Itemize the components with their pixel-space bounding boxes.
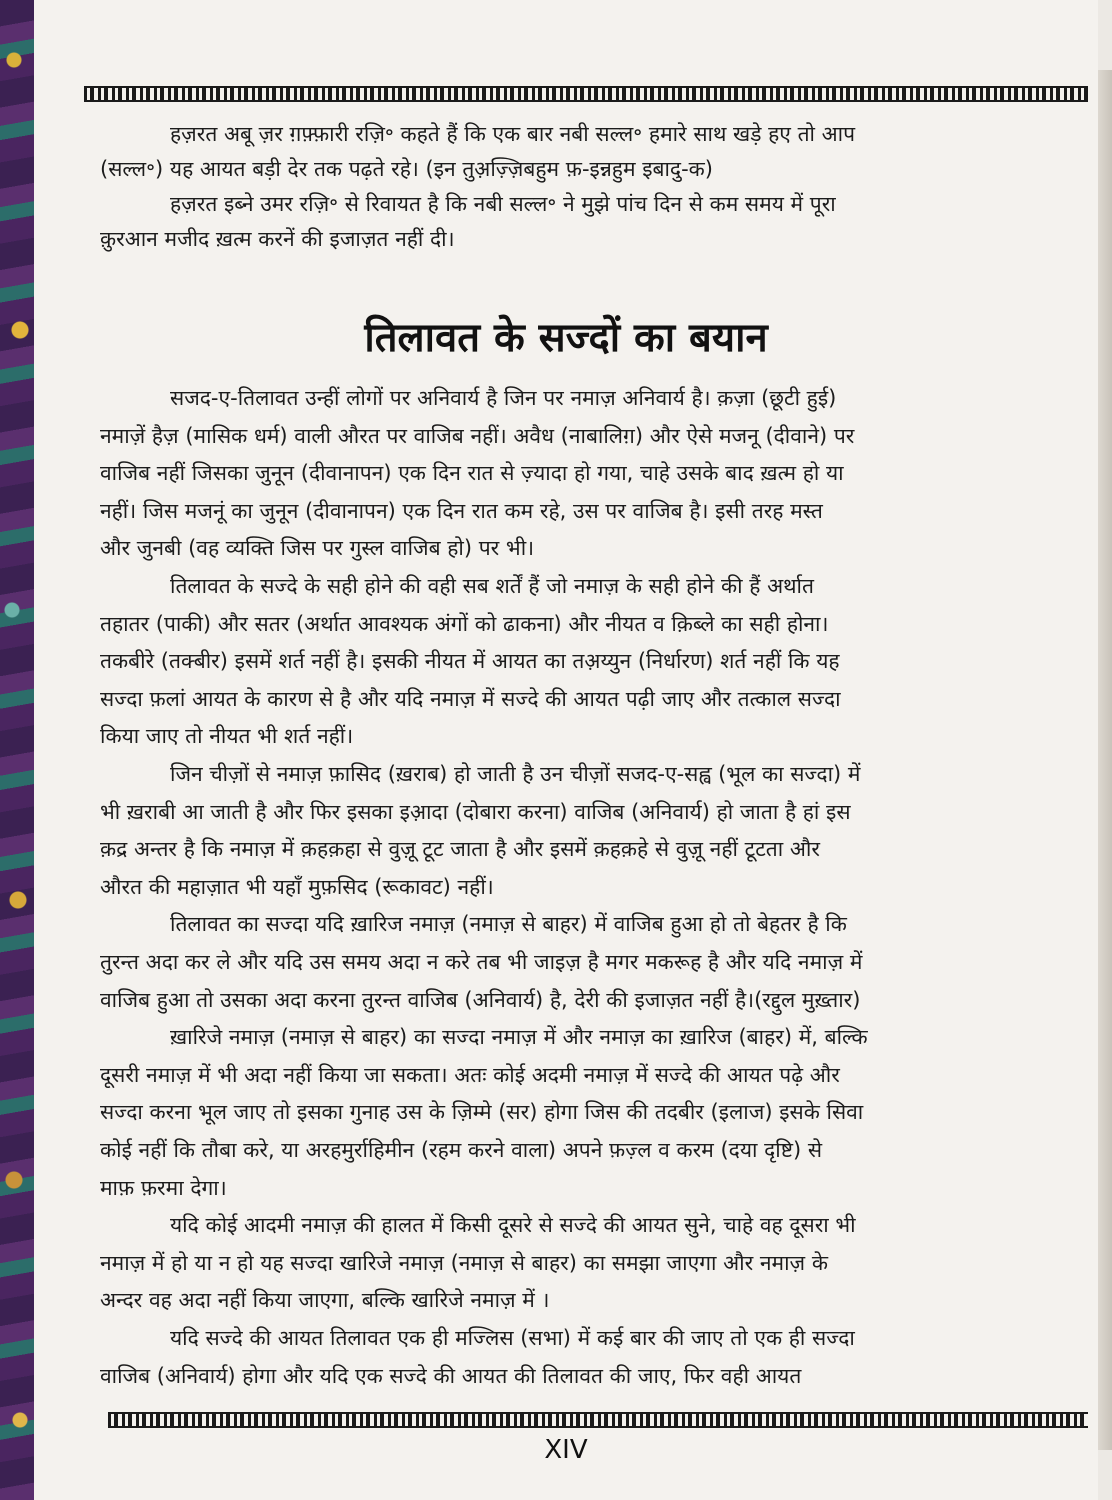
text-line: किया जाए तो नीयत भी शर्त नहीं।	[100, 724, 354, 749]
text-line: (सल्ल॰) यह आयत बड़ी देर तक पढ़ते रहे। (इन तुअ़ज़्ज़िबहुम फ़-इन्नहुम इबादु-क)	[100, 157, 713, 181]
text-line: तकबीरे (तक्बीर) इसमें शर्त नहीं है। इसकी नीयत में आयत का तअ़य्युन (निर्धारण) शर्त नहीं कि यह	[100, 649, 840, 674]
page-stack-edge	[1098, 70, 1112, 1450]
text-line: वाजिब नहीं जिसका जुनून (दीवानापन) एक दिन रात से ज़्यादा हो गया, चाहे उसके बाद ख़त्म हो या	[100, 461, 844, 486]
text-line: और जुनबी (वह व्यक्ति जिस पर गुस्ल वाजिब हो) पर भी।	[100, 536, 535, 561]
book-spine-ornament	[0, 0, 37, 1500]
text-line: नमाज़ में हो या न हो यह सज्दा खारिजे नमाज़ (नमाज़ से बाहर) का समझा जाएगा और नमाज़ के	[100, 1250, 828, 1275]
intro-text-block	[100, 118, 1068, 268]
text-line: यदि सज्दे की आयत तिलावत एक ही मज्लिस (सभा) में कई बार की जाए तो एक ही सज्दा	[170, 1326, 855, 1350]
text-line: सजद-ए-तिलावत उन्हीं लोगों पर अनिवार्य है जिन पर नमाज़ अनिवार्य है। क़ज़ा (छूटी हुई)	[170, 386, 837, 410]
text-line: कोई नहीं कि तौबा करे, या अरहमुर्राहिमीन (रहम करने वाला) अपने फ़ज़्ल व करम (दया दृष्टि) से	[100, 1138, 823, 1162]
text-line: यदि कोई आदमी नमाज़ की हालत में किसी दूसरे से सज्दे की आयत सुने, चाहे वह दूसरा भी	[170, 1213, 856, 1238]
ornamental-border-top	[84, 86, 1088, 102]
text-line: सज्दा फ़लां आयत के कारण से है और यदि नमाज़ में सज्दे की आयत पढ़ी जाए और तत्काल सज्दा	[100, 686, 841, 711]
section-heading: तिलावत के सज्दों का बयान	[364, 315, 768, 361]
text-line: माफ़ फ़रमा देगा।	[100, 1175, 227, 1200]
text-line: तहातर (पाकी) और सतर (अर्थात आवश्यक अंगों को ढाकना) और नीयत व क़िब्ले का सही होना।	[100, 611, 829, 636]
text-line: भी ख़राबी आ जाती है और फिर इसका इआ़दा (दोबारा करना) वाजिब (अनिवार्य) हो जाता है हां इस	[100, 799, 851, 824]
text-line: नहीं। जिस मजनूं का जुनून (दीवानापन) एक दिन रात कम रहे, उस पर वाजिब है। इसी तरह मस्त	[100, 498, 823, 523]
page-number: XIV	[544, 1435, 588, 1465]
main-text-block	[100, 382, 1068, 1406]
text-line: नमाज़ें हैज़ (मासिक धर्म) वाली औरत पर वाजिब नहीं। अवैध (नाबालिग़) और ऐसे मजनू (दीवाने) पर	[100, 423, 855, 448]
text-line: जिन चीज़ों से नमाज़ फ़ासिद (ख़राब) हो जाती है उन चीज़ों सजद-ए-सह्व (भूल का सज्दा) में	[170, 762, 861, 786]
text-line: ख़ारिजे नमाज़ (नमाज़ से बाहर) का सज्दा नमाज़ में और नमाज़ का ख़ारिज (बाहर) में, बल्कि	[170, 1025, 868, 1050]
text-line: क़द्र अन्तर है कि नमाज़ में क़हक़हा से वुज़ू टूट जाता है और इसमें क़हक़हे से वुज़ू नहीं टूटता और	[100, 837, 820, 862]
text-line: अन्दर वह अदा नहीं किया जाएगा, बल्कि खारिजे नमाज़ में ।	[100, 1288, 550, 1313]
text-line: तिलावत के सज्दे के सही होने की वही सब शर्तें हैं जो नमाज़ के सही होने की हैं अर्थात	[170, 574, 814, 598]
text-line: औरत की महाज़ात भी यहाँ मुफ़सिद (रूकावट) नहीं।	[100, 874, 494, 899]
ornamental-border-bottom	[108, 1412, 1088, 1428]
text-line: तुरन्त अदा कर ले और यदि उस समय अदा न करे तब भी जाइज़ है मगर मकरूह है और यदि नमाज़ में	[100, 950, 863, 974]
text-line: क़ुरआन मजीद ख़त्म करनें की इजाज़त नहीं दी।	[100, 227, 455, 251]
text-line: तिलावत का सज्दा यदि ख़ारिज नमाज़ (नमाज़ से बाहर) में वाजिब हुआ हो तो बेहतर है कि	[170, 912, 847, 937]
text-line: सज्दा करना भूल जाए तो इसका गुनाह उस के ज़िम्मे (सर) होगा जिस की तदबीर (इलाज) इसके सिवा	[100, 1100, 864, 1125]
text-line: वाजिब हुआ तो उसका अदा करना तुरन्त वाजिब (अनिवार्य) है, देरी की इजाज़त नहीं है।(रद्दुल मुख़्तार)	[100, 987, 861, 1012]
text-line: हज़रत अबू ज़र ग़फ़्फ़ारी रज़ि॰ कहते हैं कि एक बार नबी सल्ल॰ हमारे साथ खड़े हए तो आप	[170, 122, 856, 146]
text-line: दूसरी नमाज़ में भी अदा नहीं किया जा सकता। अतः कोई अदमी नमाज़ में सज्दे की आयत पढ़े और	[100, 1062, 840, 1087]
text-line: वाजिब (अनिवार्य) होगा और यदि एक सज्दे की आयत की तिलावत की जाए, फिर वही आयत	[100, 1363, 802, 1388]
text-line: हज़रत इब्ने उमर रज़ि॰ से रिवायत है कि नबी सल्ल॰ ने मुझे पांच दिन से कम समय में पूरा	[170, 192, 836, 216]
